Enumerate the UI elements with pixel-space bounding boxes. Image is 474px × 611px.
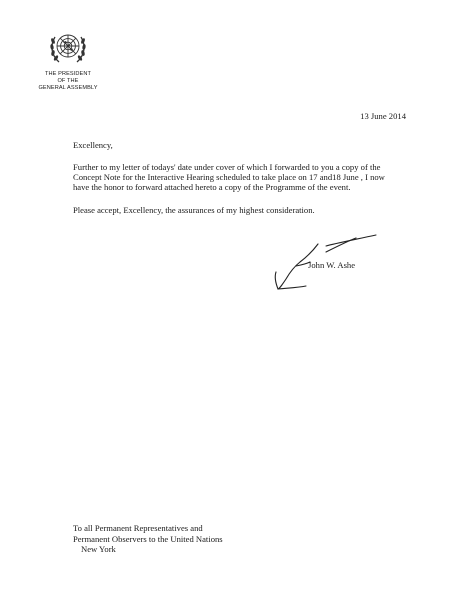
office-line: OF THE [57,78,79,84]
letter-date: 13 June 2014 [360,111,406,121]
closing: Please accept, Excellency, the assurances of my highest consideration. [73,205,315,215]
letter-body [73,162,413,192]
office-title [30,71,106,92]
salutation: Excellency, [73,140,113,150]
un-emblem-icon [47,27,89,69]
addressee-line: Permanent Observers to the United Nations [73,533,223,544]
office-line: GENERAL ASSEMBLY [38,85,98,91]
office-line: THE PRESIDENT [44,71,92,77]
addressee-line: New York [81,544,116,554]
body-line: Further to my letter of todays' date under cover of which I forwarded to you a copy of the [73,162,381,172]
body-line: Concept Note for the Interactive Hearing scheduled to take place on 17 and18 June , I now [73,172,385,182]
body-line: have the honor to forward attached hereto a copy of the Programme of the event. [73,182,351,192]
signatory-name: John W. Ashe [308,260,356,270]
addressee-line: To all Permanent Representatives and [73,523,203,533]
addressee-block [73,523,223,555]
